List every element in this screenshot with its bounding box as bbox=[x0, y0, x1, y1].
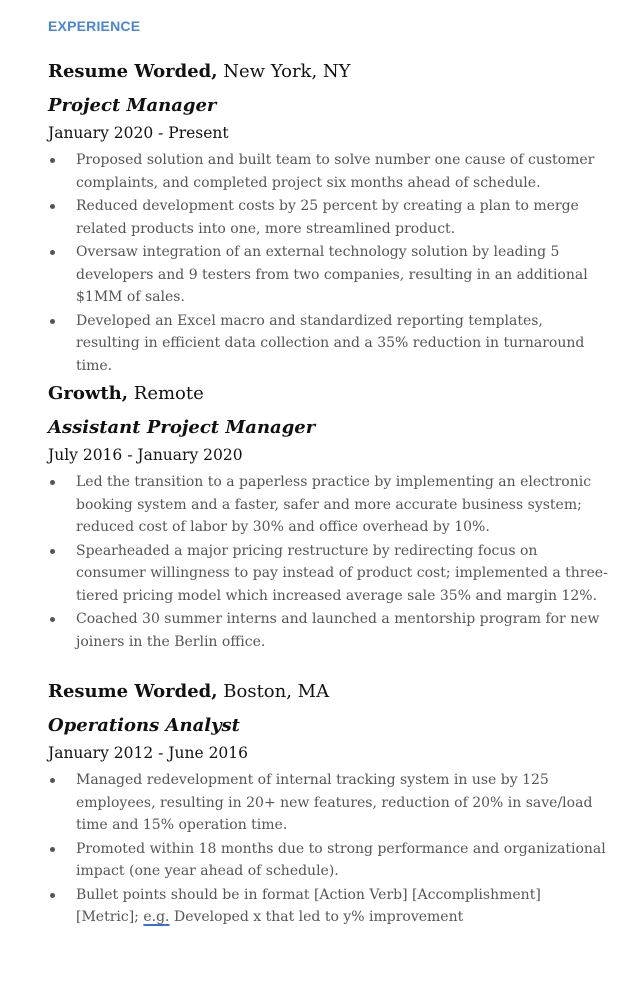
company-location: Boston, MA bbox=[223, 681, 330, 702]
bullet-dot-icon bbox=[50, 617, 55, 622]
bullet-item bbox=[48, 838, 608, 883]
bullet-text: Oversaw integration of an external technology solution by leading 5 developers and 9 testers from two companies, resulting in an additional $1MM of sales. bbox=[76, 244, 588, 305]
bullet-list bbox=[48, 471, 608, 653]
bullet-dot-icon bbox=[50, 778, 55, 783]
company-line bbox=[48, 383, 608, 405]
job-title: Project Manager bbox=[48, 95, 217, 116]
bullet-item bbox=[48, 149, 608, 194]
bullet-text: Developed an Excel macro and standardized reporting templates, resulting in efficient data collection and a 35% reduction in turnaround time. bbox=[76, 312, 585, 374]
bullet-item bbox=[48, 540, 608, 608]
bullet-item bbox=[48, 471, 608, 539]
job-dates: January 2012 - June 2016 bbox=[48, 744, 249, 762]
job-dates: January 2020 - Present bbox=[48, 124, 229, 142]
company-line bbox=[48, 681, 608, 703]
company-location: New York, NY bbox=[223, 61, 351, 82]
bullet-text: Led the transition to a paperless practice by implementing an electronic booking system and a faster, safer and more accurate business system; reduced cost of labor by 30% and office overhead by 10%. bbox=[76, 474, 592, 535]
bullet-dot-icon bbox=[50, 250, 55, 255]
company-name: Growth, bbox=[48, 383, 129, 404]
section-title: EXPERIENCE bbox=[48, 18, 141, 34]
bullet-dot-icon bbox=[50, 847, 55, 852]
bullet-item bbox=[48, 608, 608, 653]
company-name: Resume Worded, bbox=[48, 61, 218, 82]
job-entry bbox=[48, 681, 608, 930]
job-title: Assistant Project Manager bbox=[48, 417, 316, 438]
bullet-text: Managed redevelopment of internal tracking system in use by 125 employees, resulting in 20+ new features, reduction of 20% in save/load time and 15% operation time. bbox=[76, 772, 593, 833]
company-name: Resume Worded, bbox=[48, 681, 218, 702]
bullet-dot-icon bbox=[50, 158, 55, 163]
bullet-dot-icon bbox=[50, 204, 55, 209]
bullet-dot-icon bbox=[50, 319, 55, 324]
bullet-text-after: Developed x that led to y% improvement bbox=[169, 909, 464, 925]
bullet-text: Proposed solution and built team to solve number one cause of customer complaints, and completed project six months ahead of schedule. bbox=[76, 152, 595, 191]
bullet-text: Coached 30 summer interns and launched a mentorship program for new joiners in the Berlin office. bbox=[76, 611, 600, 650]
bullet-item bbox=[48, 195, 608, 240]
bullet-item bbox=[48, 241, 608, 309]
bullet-text: Reduced development costs by 25 percent by creating a plan to merge related products into one, more streamlined product. bbox=[76, 198, 579, 237]
bullet-item bbox=[48, 884, 608, 929]
job-entry bbox=[48, 61, 608, 378]
job-entry bbox=[48, 383, 608, 654]
bullet-text: Promoted within 18 months due to strong performance and organizational impact (one year ahead of schedule). bbox=[76, 840, 606, 879]
bullet-dot-icon bbox=[50, 549, 55, 554]
bullet-dot-icon bbox=[50, 893, 55, 898]
job-dates: July 2016 - January 2020 bbox=[48, 446, 243, 464]
job-title: Operations Analyst bbox=[48, 715, 240, 736]
bullet-text-before: Bullet points should be in format [Action Verb] [Accomplishment] [Metric]; bbox=[76, 886, 541, 925]
bullet-item bbox=[48, 310, 608, 378]
company-line bbox=[48, 61, 608, 83]
bullet-list bbox=[48, 149, 608, 377]
bullet-text: Spearheaded a major pricing restructure by redirecting focus on consumer willingness to pay instead of product cost; implemented a three-tiered pricing model which increased average sale 35% and margin 12%. bbox=[76, 542, 608, 604]
company-location: Remote bbox=[133, 383, 204, 404]
bullet-dot-icon bbox=[50, 480, 55, 485]
eg-link[interactable]: e.g. bbox=[143, 909, 170, 925]
bullet-item bbox=[48, 769, 608, 837]
bullet-list bbox=[48, 769, 608, 929]
